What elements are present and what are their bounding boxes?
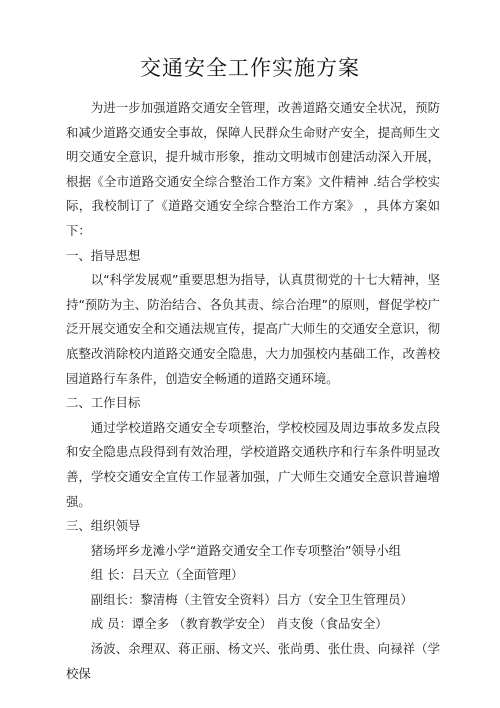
intro-paragraph: 为进一步加强道路交通安全管理，改善道路交通安全状况，预防和减少道路交通安全事故，保障人民群众生命财产安全，提高师生文明交通安全意识，提升城市形象，推动文明城市创建活动深入开展，根据《全市道路交通安全综合整治工作方案》文件精神 .结合学校实际，我校制订了《道路交通安全综合整治工作方案》 ，具体方案如下： (66, 100, 440, 238)
org-line-members: 成 员：谭全多 （教育教学安全） 肖支俊（食品安全） (90, 616, 388, 632)
org-line-group-name: 猪场坪乡龙滩小学“道路交通安全工作专项整治”领导小组 (90, 542, 402, 558)
document-title: 交通安全工作实施方案 (140, 56, 360, 80)
org-line-deputy-leader: 副组长：黎清梅（主管安全资料）吕方（安全卫生管理员） (90, 591, 413, 607)
section-body-work-goals: 通过学校道路交通安全专项整治，学校校园及周边事故多发点段和安全隐患点段得到有效治理，学校道路交通秩序和行车条件明显改善，学校交通安全宣传工作显著加强，广大师生交通安全意识普遍增强。 (66, 419, 440, 509)
section-heading-organization: 三、组织领导 (66, 518, 141, 534)
org-line-leader: 组 长：吕天立（全面管理） (90, 567, 244, 583)
document-body (66, 96, 440, 686)
section-body-guiding-ideology: 以“科学发展观”重要思想为指导，认真贯彻党的十七大精神，坚持“预防为主、防治结合、各负其责、综合治理”的原则，督促学校广泛开展交通安全和交通法规宣传，提高广大师生的交通安全意识，彻底整改消除校内道路交通安全隐患，大力加强校内基础工作，改善校园道路行车条件，创造安全畅通的道路交通环境。 (66, 272, 440, 386)
section-heading-guiding-ideology: 一、指导思想 (66, 247, 141, 263)
section-heading-work-goals: 二、工作目标 (66, 395, 141, 411)
org-line-members-continued: 汤波、余理双、蒋正丽、杨文兴、张尚勇、张仕贵、向禄祥（学校保 (66, 641, 440, 681)
